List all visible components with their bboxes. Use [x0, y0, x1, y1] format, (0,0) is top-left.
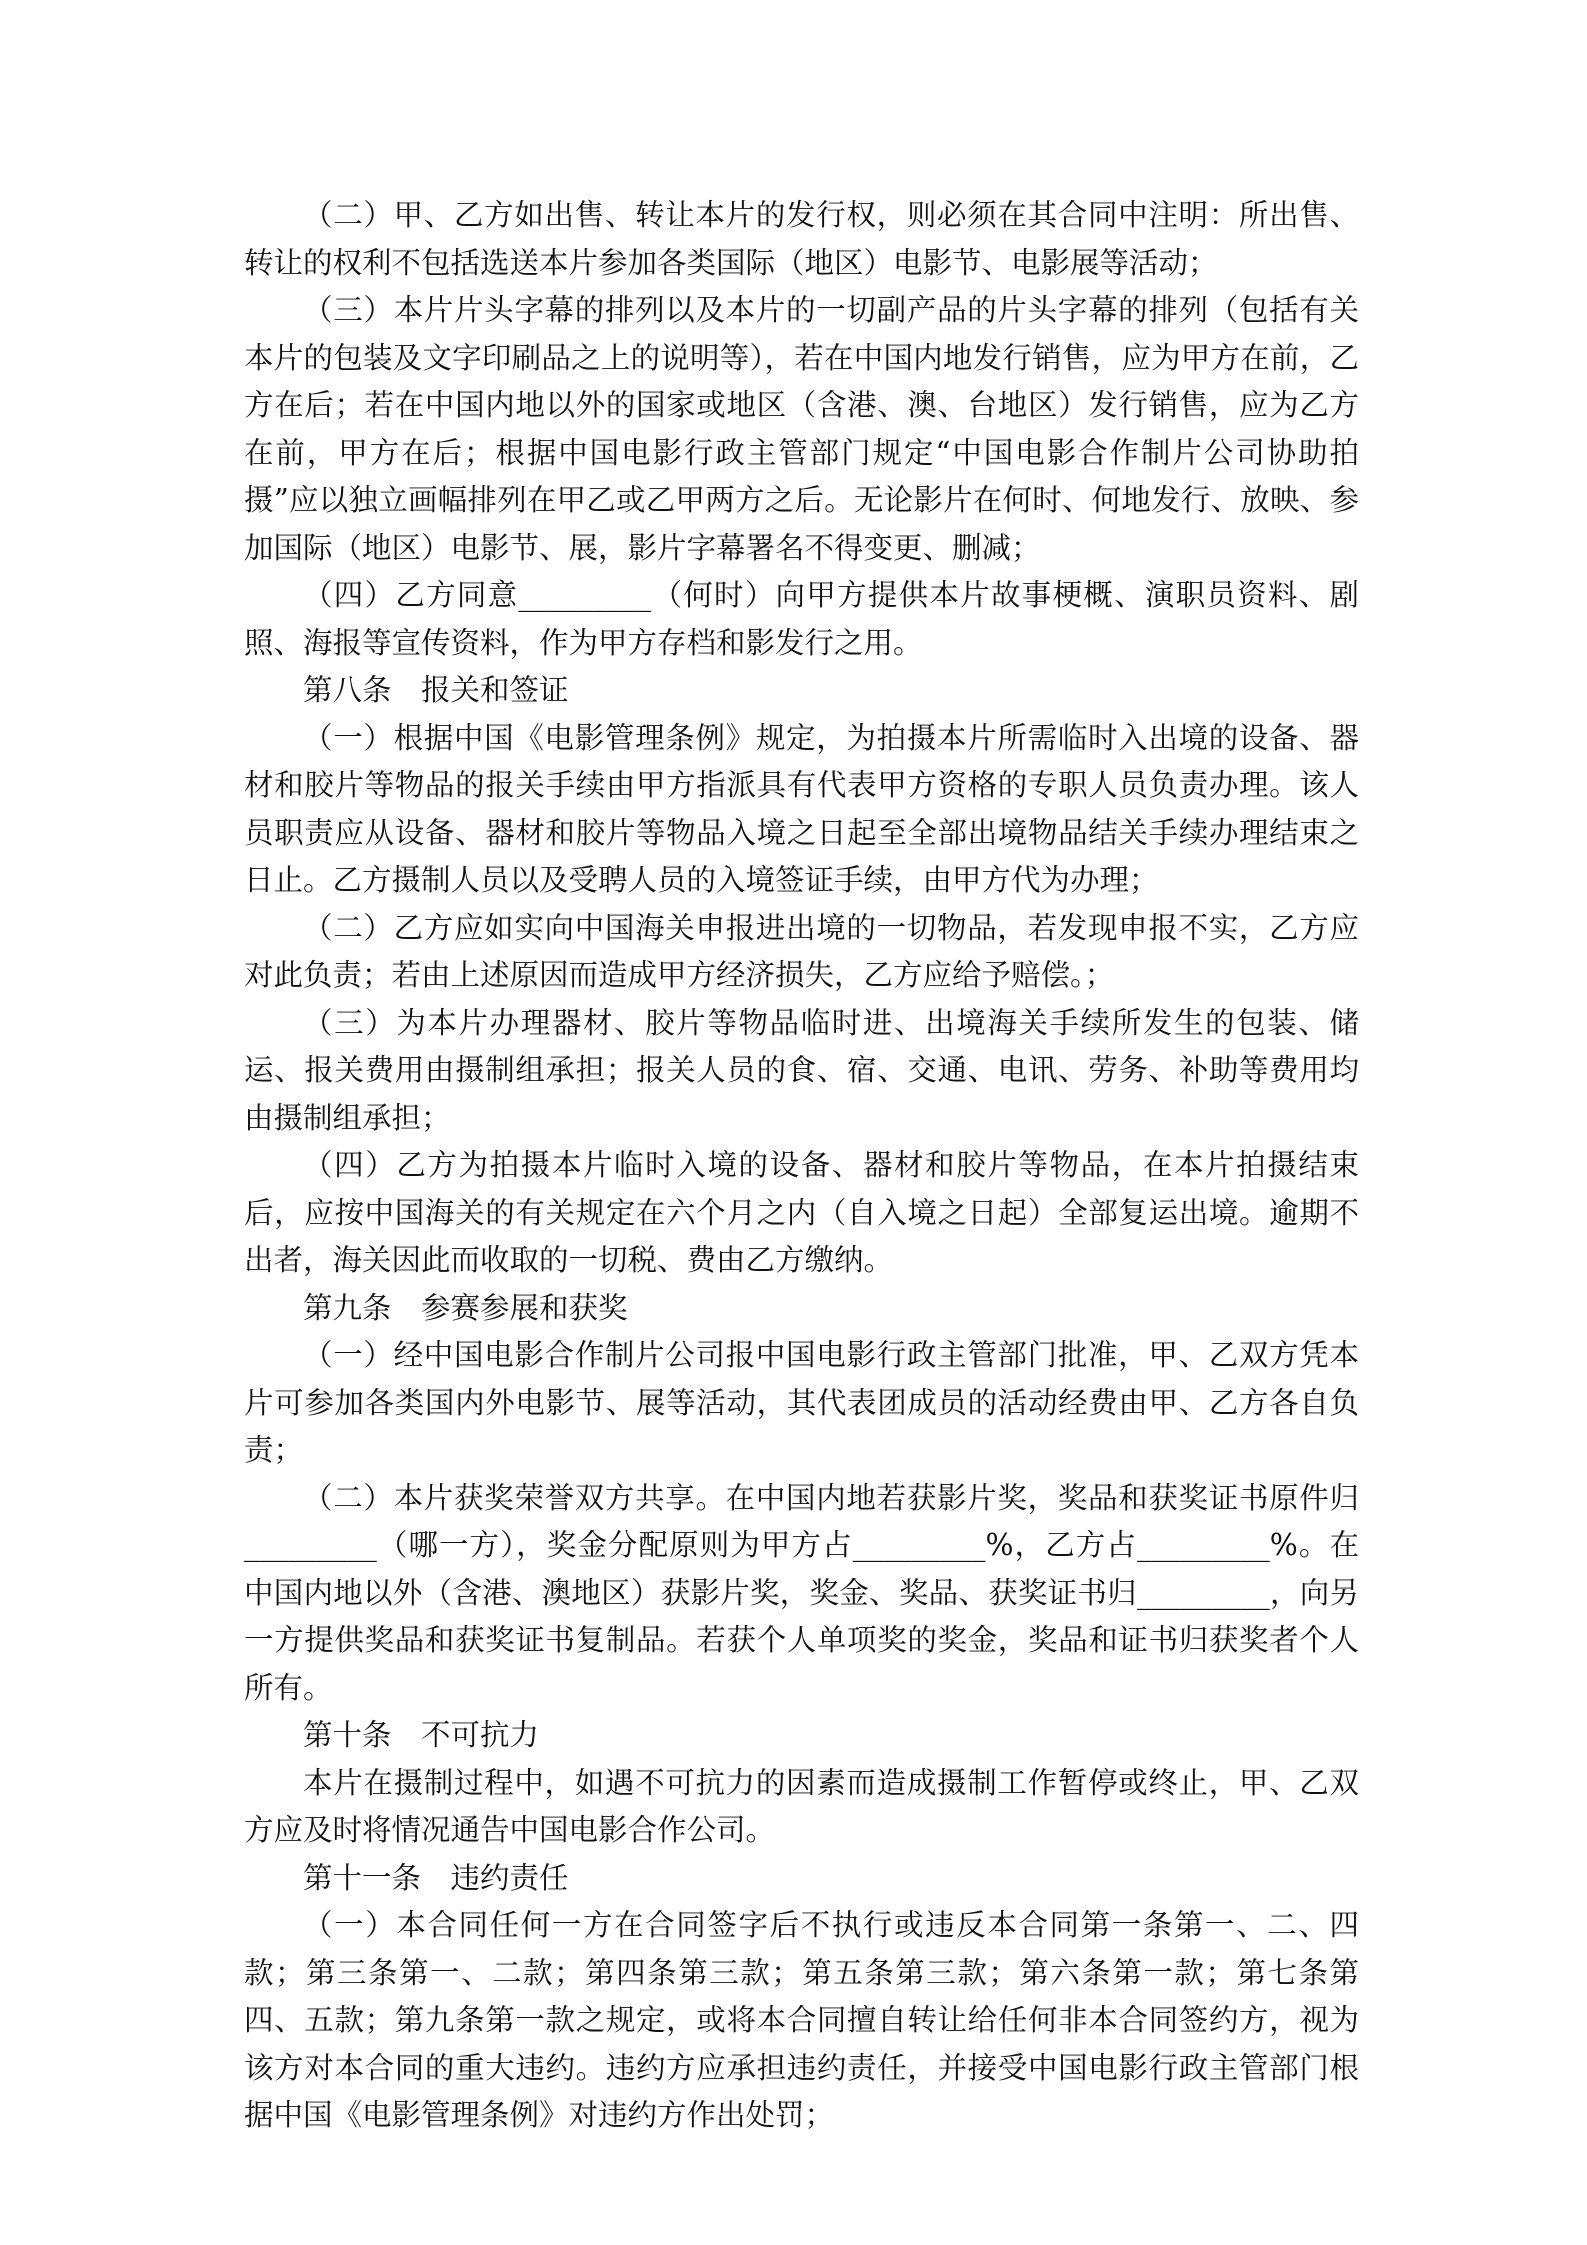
article-9-heading: 第九条 参赛参展和获奖 [303, 1290, 628, 1325]
clause-9-item-1: （一）经中国电影合作制片公司报中国电影行政主管部门批准，甲、乙双方凭本片可参加各类国内外电影节、展等活动，其代表团成员的活动经费由甲、乙方各自负责； [244, 1338, 1359, 1467]
clause-10-body: 本片在摄制过程中，如遇不可抗力的因素而造成摄制工作暂停或终止，甲、乙双方应及时将情况通告中国电影合作公司。 [244, 1765, 1359, 1847]
clause-7-item-2: （二）甲、乙方如出售、转让本片的发行权，则必须在其合同中注明：所出售、转让的权利不包括选送本片参加各类国际（地区）电影节、电影展等活动； [244, 198, 1359, 280]
clause-8-item-4: （四）乙方为拍摄本片临时入境的设备、器材和胶片等物品，在本片拍摄结束后，应按中国海关的有关规定在六个月之内（自入境之日起）全部复运出境。逾期不出者，海关因此而收取的一切税、费由乙方缴纳。 [244, 1148, 1359, 1277]
clause-7-item-3: （三）本片片头字幕的排列以及本片的一切副产品的片头字幕的排列（包括有关本片的包装及文字印刷品之上的说明等），若在中国内地发行销售，应为甲方在前，乙方在后；若在中国内地以外的国家或地区（含港、澳、台地区）发行销售，应为乙方在前，甲方在后；根据中国电影行政主管部门规定“中国电影合作制片公司协助拍摄”应以独立画幅排列在甲乙或乙甲两方之后。无论影片在何时、何地发行、放映、参加国际（地区）电影节、展，影片字幕署名不得变更、删减； [244, 293, 1359, 565]
article-10-heading: 第十条 不可抗力 [303, 1718, 540, 1752]
clause-7-item-4: （四）乙方同意_________（何时）向甲方提供本片故事梗概、演职员资料、剧照、海报等宣传资料，作为甲方存档和影发行之用。 [244, 578, 1359, 660]
article-8-heading: 第八条 报关和签证 [303, 673, 569, 707]
clause-9-item-2: （二）本片获奖荣誉双方共享。在中国内地若获影片奖，奖品和获奖证书原件归_________（哪一方），奖金分配原则为甲方占_________%，乙方占_________%。在中国内地以外（含港、澳地区）获影片奖，奖金、奖品、获奖证书归_________，向另一方提供奖品和获奖证书复制品。若获个人单项奖的奖金，奖品和证书归获奖者个人所有。 [244, 1480, 1359, 1705]
contract-page [244, 192, 1359, 2140]
clause-8-item-3: （三）为本片办理器材、胶片等物品临时进、出境海关手续所发生的包装、储运、报关费用由摄制组承担；报关人员的食、宿、交通、电讯、劳务、补助等费用均由摄制组承担； [244, 1005, 1359, 1135]
clause-8-item-1: （一）根据中国《电影管理条例》规定，为拍摄本片所需临时入出境的设备、器材和胶片等物品的报关手续由甲方指派具有代表甲方资格的专职人员负责办理。该人员职责应从设备、器材和胶片等物品入境之日起至全部出境物品结关手续办理结束之日止。乙方摄制人员以及受聘人员的入境签证手续，由甲方代为办理； [244, 720, 1359, 897]
clause-8-item-2: （二）乙方应如实向中国海关申报进出境的一切物品，若发现申报不实，乙方应对此负责；若由上述原因而造成甲方经济损失，乙方应给予赔偿。； [244, 910, 1359, 992]
clause-11-item-1: （一）本合同任何一方在合同签字后不执行或违反本合同第一条第一、二、四款；第三条第一、二款；第四条第三款；第五条第三款；第六条第一款；第七条第四、五款；第九条第一款之规定，或将本合同擅自转让给任何非本合同签约方，视为该方对本合同的重大违约。违约方应承担违约责任，并接受中国电影行政主管部门根据中国《电影管理条例》对违约方作出处罚； [244, 1908, 1359, 2132]
article-11-heading: 第十一条 违约责任 [303, 1860, 569, 1895]
